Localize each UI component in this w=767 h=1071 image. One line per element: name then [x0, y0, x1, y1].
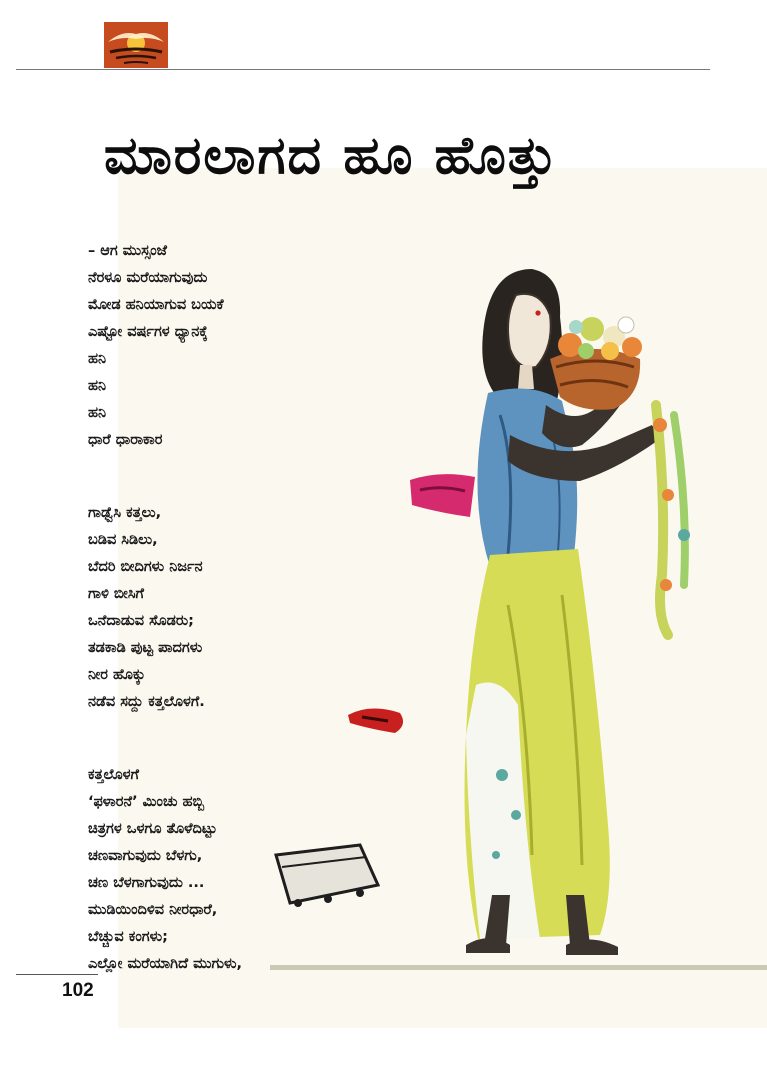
- poem-stanza: [88, 500, 418, 716]
- page-number: 102: [62, 980, 94, 1001]
- poem-line: ಚಣ ಬೆಳಗಾಗುವುದು ...: [88, 875, 205, 891]
- poem-line: ತಡಕಾಡಿ ಪುಟ್ಟ ಪಾದಗಳು: [88, 640, 203, 656]
- poem-line: – ಆಗ ಮುಸ್ಸಂಜೆ: [88, 243, 167, 259]
- poem-line: ಬಡಿವ ಸಿಡಿಲು,: [88, 532, 158, 548]
- poem-body: [88, 238, 418, 978]
- poem-line: ಹನಿ: [88, 351, 107, 367]
- poem-line: ಚಣವಾಗುವುದು ಬೆಳಗು,: [88, 848, 203, 864]
- poem-line: ಹನಿ: [88, 405, 107, 421]
- poem-line: ನೀರ ಹೊಕ್ಕು: [88, 667, 146, 683]
- sun-over-water-logo-icon: [104, 22, 168, 68]
- poem-line: ಮುಡಿಯಿಂದಿಳಿವ ನೀರಧಾರೆ,: [88, 902, 218, 918]
- poem-line: ಧಾರೆ ಧಾರಾಕಾರ: [88, 432, 163, 448]
- poem-line: ಬೆಚ್ಚುವ ಕಂಗಳು;: [88, 929, 168, 945]
- poem-line: ಗಾಳಿ ಬೀಸಿಗೆ: [88, 586, 144, 602]
- poem-line: ಗಾಢ್ವೆಸಿ ಕತ್ತಲು,: [88, 505, 162, 521]
- poem-line: ನಡೆವ ಸದ್ದು ಕತ್ತಲೊಳಗೆ.: [88, 694, 205, 710]
- poem-stanza: [88, 762, 418, 978]
- poem-line: ‘ಫಳಾರನೆ’ ಮಿಂಚು ಹಬ್ಬಿ: [88, 794, 204, 810]
- poem-line: ಬೆದರಿ ಬೀದಿಗಳು ನಿರ್ಜನ: [88, 559, 203, 575]
- poem-line: ಎಲ್ಲೋ ಮರೆಯಾಗಿದೆ ಮುಗುಳು,: [88, 956, 242, 972]
- poem-line: ಎಷ್ಟೋ ವರ್ಷಗಳ ಧ್ಯಾನಕ್ಕೆ: [88, 324, 208, 340]
- poem-line: ಮೋಡ ಹನಿಯಾಗುವ ಬಯಕೆ: [88, 297, 224, 313]
- header-divider: [16, 69, 710, 70]
- poem-line: ಹನಿ: [88, 378, 107, 394]
- page-title: ಮಾರಲಾಗದ ಹೂ ಹೊತ್ತು: [104, 126, 559, 186]
- poem-stanza: [88, 238, 418, 454]
- footer-divider: [16, 974, 98, 975]
- poem-line: ಚಿತ್ರಗಳ ಒಳಗೂ ತೊಳೆದಿಟ್ಟು: [88, 821, 218, 837]
- poem-line: ಒನೆದಾಡುವ ಸೊಡರು;: [88, 613, 194, 629]
- poem-line: ನೆರಳೂ ಮರೆಯಾಗುವುದು: [88, 270, 208, 286]
- poem-line: ಕತ್ತಲೊಳಗೆ: [88, 767, 139, 783]
